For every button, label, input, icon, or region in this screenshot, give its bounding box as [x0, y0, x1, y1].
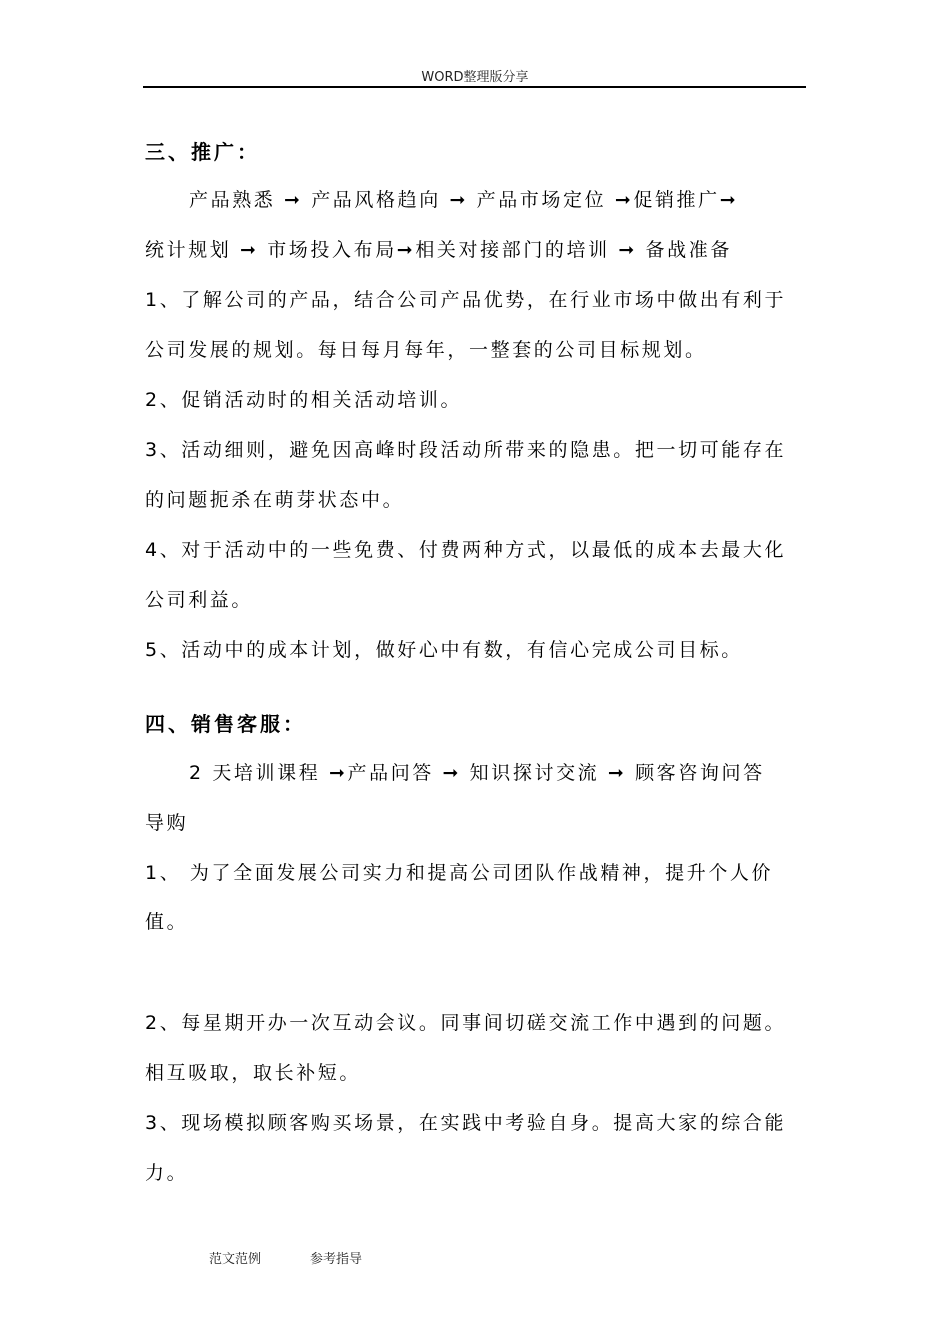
promotion-flow-line-1: 产品熟悉 ➞ 产品风格趋向 ➞ 产品市场定位 ➞促销推广➞: [189, 189, 739, 211]
section-heading-sales-service: 四、销售客服：: [145, 712, 306, 736]
section-heading-promotion: 三、推广：: [145, 140, 260, 164]
sales-item-1-line-1: 1、 为了全面发展公司实力和提高公司团队作战精神，提升个人价: [145, 862, 774, 884]
sales-item-2-line-2: 相互吸取，取长补短。: [145, 1062, 362, 1084]
sales-item-3-line-1: 3、现场模拟顾客购买场景，在实践中考验自身。提高大家的综合能: [145, 1112, 787, 1134]
sales-item-2-line-1: 2、每星期开办一次互动会议。同事间切磋交流工作中遇到的问题。: [145, 1012, 787, 1034]
footer-right-text: 参考指导: [310, 1252, 363, 1267]
promotion-item-4-line-1: 4、对于活动中的一些免费、付费两种方式，以最低的成本去最大化: [145, 539, 787, 561]
promotion-item-1-line-1: 1、了解公司的产品，结合公司产品优势，在行业市场中做出有利于: [145, 289, 787, 311]
sales-flow-line-1: 2 天培训课程 ➞产品问答 ➞ 知识探讨交流 ➞ 顾客咨询问答: [189, 762, 765, 784]
header-rule: [143, 86, 806, 88]
promotion-item-3-line-1: 3、活动细则，避免因高峰时段活动所带来的隐患。把一切可能存在: [145, 439, 787, 461]
promotion-item-1-line-2: 公司发展的规划。每日每月每年，一整套的公司目标规划。: [145, 339, 707, 361]
promotion-flow-line-2: 统计规划 ➞ 市场投入布局➞相关对接部门的培训 ➞ 备战准备: [145, 239, 732, 261]
promotion-item-5: 5、活动中的成本计划，做好心中有数，有信心完成公司目标。: [145, 639, 743, 661]
sales-item-3-line-2: 力。: [145, 1162, 189, 1184]
sales-flow-line-2: 导购: [145, 812, 189, 834]
promotion-item-4-line-2: 公司利益。: [145, 589, 254, 611]
promotion-item-2: 2、促销活动时的相关活动培训。: [145, 389, 463, 411]
sales-item-1-line-2: 值。: [145, 911, 189, 933]
page-header-title: WORD整理版分享: [421, 70, 529, 85]
footer-left-text: 范文范例: [209, 1252, 262, 1267]
promotion-item-3-line-2: 的问题扼杀在萌芽状态中。: [145, 489, 405, 511]
